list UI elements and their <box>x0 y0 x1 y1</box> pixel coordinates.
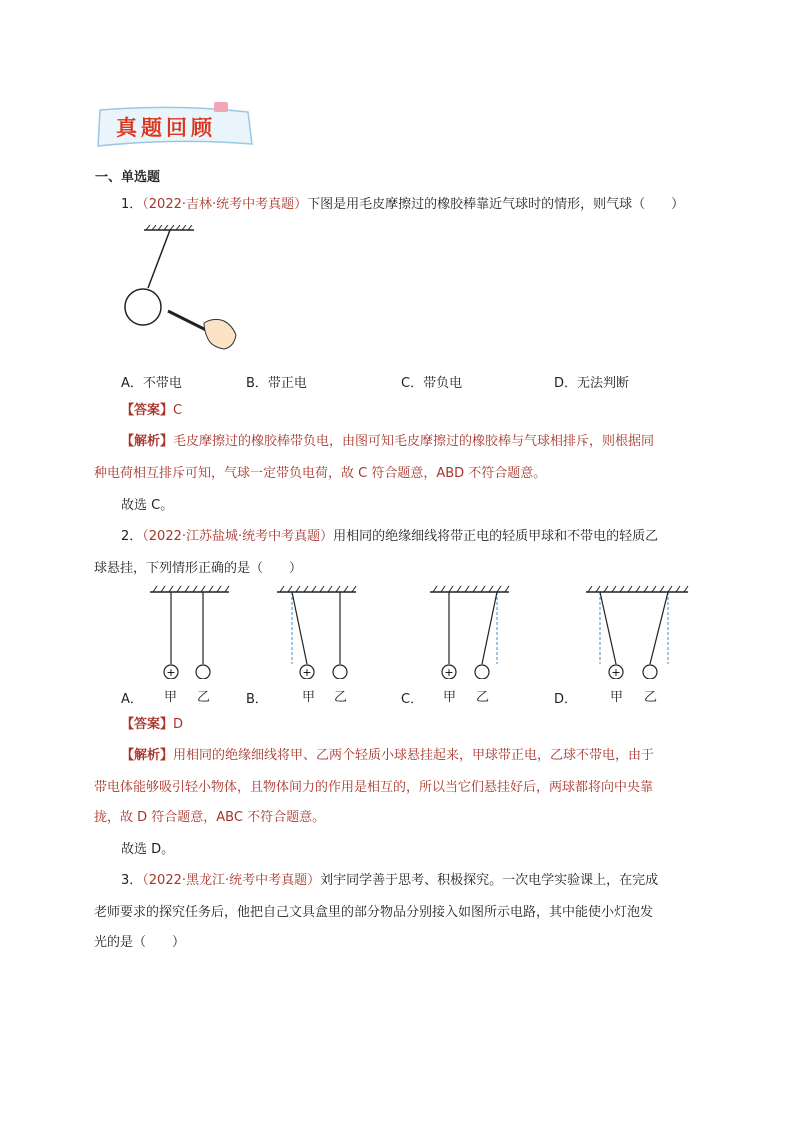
q2-c-yi: 乙 <box>476 690 490 705</box>
q1-string <box>148 230 170 288</box>
q2-b-jia: 甲 <box>302 690 316 705</box>
q2-figure-b <box>272 584 362 679</box>
q2-figure-a <box>145 584 235 679</box>
q2-option-c: C． <box>401 692 424 707</box>
q2-analysis-3: 拢，故 D 符合题意，ABC 不符合题意。 <box>94 810 326 825</box>
q1-option-a: A．不带电 <box>121 376 182 391</box>
svg-text:+: + <box>302 666 312 679</box>
q2-c-jia: 甲 <box>443 690 457 705</box>
q2-a-yi: 乙 <box>197 690 211 705</box>
q2-d-yi: 乙 <box>644 690 658 705</box>
q1-balloon <box>125 289 161 325</box>
q1-option-b: B．带正电 <box>246 376 307 391</box>
q2-option-a: A． <box>121 692 143 707</box>
q2-a-jia: 甲 <box>164 690 178 705</box>
q1-analysis-2: 种电荷相互排斥可知，气球一定带负电荷，故 C 符合题意，ABD 不符合题意。 <box>94 466 547 481</box>
hand-icon <box>204 319 236 349</box>
q2-figure-c <box>425 584 515 679</box>
q2-stem-1: 2．（2022·江苏盐城·统考中考真题）用相同的绝缘细线将带正电的轻质甲球和不带电的轻质乙 <box>121 529 659 544</box>
q1-figure <box>118 225 248 360</box>
q2-figure-d <box>582 584 692 679</box>
q2-d-jia: 甲 <box>610 690 624 705</box>
banner-title: 真题回顾 <box>116 115 216 140</box>
q2-option-d: D． <box>554 692 578 707</box>
q1-answer: 【答案】C <box>121 403 183 418</box>
q3-stem-1: 3．（2022·黑龙江·统考中考真题）刘宇同学善于思考、积极探究。一次电学实验课上，在完成 <box>121 873 659 888</box>
svg-text:+: + <box>166 666 176 679</box>
q2-b-yi: 乙 <box>334 690 348 705</box>
q3-stem-2: 老师要求的探究任务后，他把自己文具盒里的部分物品分别接入如图所示电路，其中能使小灯泡发 <box>94 905 654 920</box>
q1-stem: 1．（2022·吉林·统考中考真题）下图是用毛皮摩擦过的橡胶棒靠近气球时的情形，则气球（ ） <box>121 197 685 212</box>
q2-stem-2: 球悬挂，下列情形正确的是（ ） <box>94 561 303 576</box>
svg-text:+: + <box>444 666 454 679</box>
q2-option-b: B． <box>246 692 268 707</box>
q2-analysis-2: 带电体能够吸引轻小物体，且物体间力的作用是相互的，所以当它们悬挂好后，两球都将向中央靠 <box>94 780 654 795</box>
q1-rubber-rod <box>168 311 210 332</box>
q2-answer: 【答案】D <box>121 717 184 732</box>
q3-stem-3: 光的是（ ） <box>94 935 186 950</box>
q1-conclusion: 故选 C。 <box>121 498 174 513</box>
section-title: 一、单选题 <box>95 170 161 185</box>
q2-analysis-1: 【解析】用相同的绝缘细线将甲、乙两个轻质小球悬挂起来，甲球带正电，乙球不带电，由于 <box>121 748 655 763</box>
q1-analysis-1: 【解析】毛皮摩擦过的橡胶棒带负电，由图可知毛皮摩擦过的橡胶棒与气球相排斥，则根据同 <box>121 434 655 449</box>
q1-option-c: C．带负电 <box>401 376 463 391</box>
svg-text:+: + <box>611 666 621 679</box>
q1-option-d: D．无法判断 <box>554 376 630 391</box>
paper-clip-icon <box>214 102 228 112</box>
section-banner <box>96 100 256 150</box>
q2-conclusion: 故选 D。 <box>121 842 175 857</box>
